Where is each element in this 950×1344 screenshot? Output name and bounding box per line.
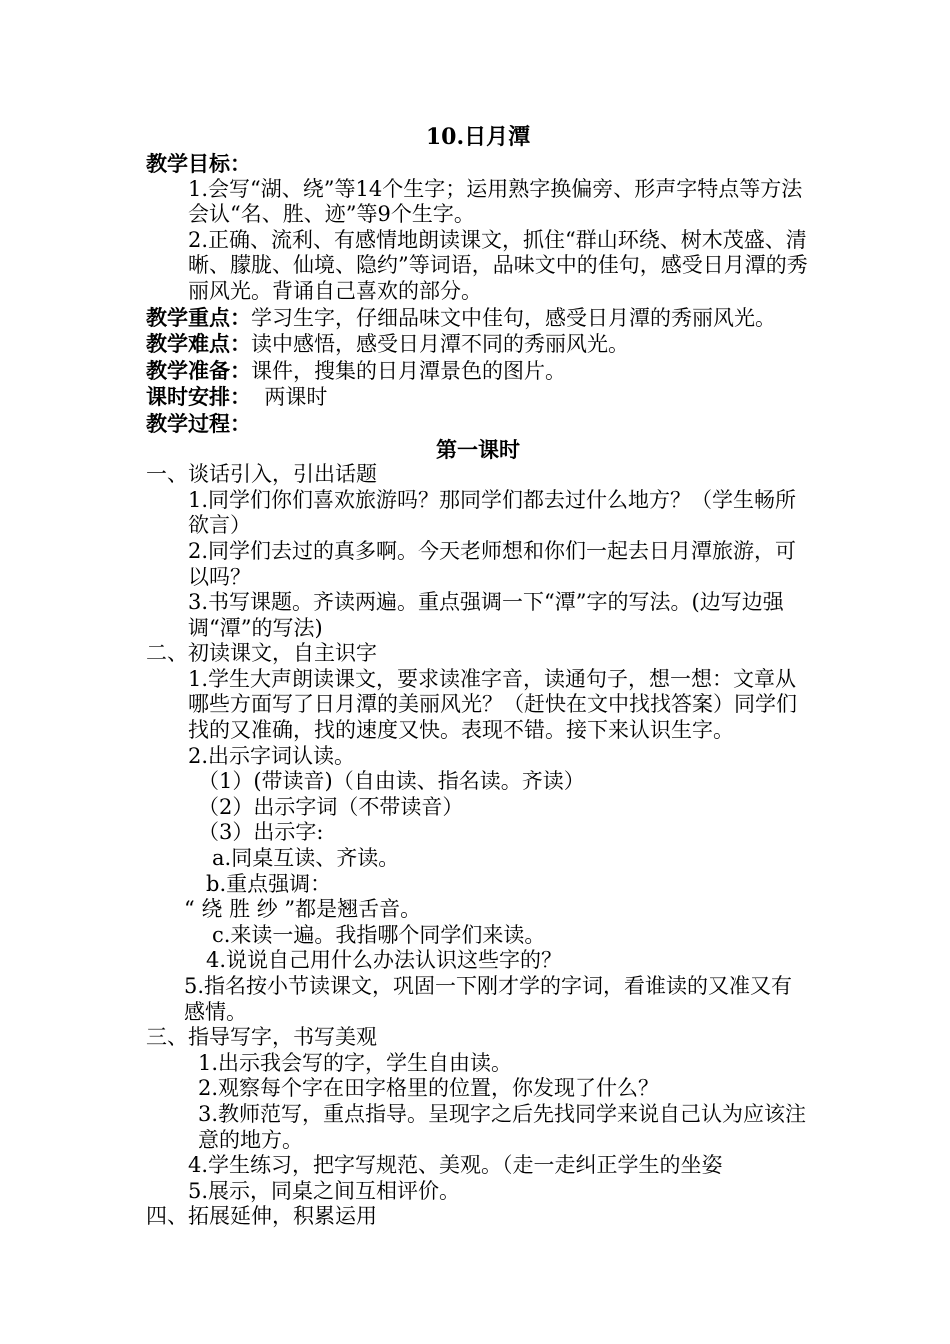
- section-3-item-5: 5.展示，同桌之间互相评价。: [188, 1178, 461, 1203]
- section-2-item-1: 1.学生大声朗读课文，要求读准字音，读通句子，想一想：文章从哪些方面写了日月潭的美丽风光？（赶快在文中找找答案）同学们找的又准确，找的速度又快。表现不错。接下来认识生字。: [188, 666, 797, 743]
- section-2-sub-c: c.来读一遍。我指哪个同学们来读。: [212, 922, 546, 947]
- key-text: 学习生字，仔细品味文中佳句，感受日月潭的秀丽风光。: [251, 305, 776, 330]
- time-text: 两课时: [264, 385, 328, 410]
- section-2-item-2: 2.出示字词认读。: [188, 743, 356, 768]
- time-label: 课时安排：: [146, 384, 251, 410]
- goals-label: 教学目标：: [146, 151, 251, 176]
- lesson-title: 第一课时: [436, 436, 520, 462]
- section-2-sub-3: （3）出示字:: [198, 820, 324, 845]
- prep-text: 课件，搜集的日月潭景色的图片。: [251, 358, 566, 383]
- section-3-item-1: 1.出示我会写的字，学生自由读。: [198, 1050, 513, 1075]
- section-2-sub-a: a.同桌互读、齐读。: [212, 846, 400, 871]
- section-1-item-3: 3.书写课题。齐读两遍。重点强调一下“潭”字的写法。(边写边强调“潭”的写法): [188, 590, 784, 640]
- section-2-sub-b: b.重点强调：: [206, 871, 332, 896]
- section-1-item-1: 1.同学们你们喜欢旅游吗？那同学们都去过什么地方？（学生畅所欲言）: [188, 487, 797, 538]
- section-2-heading: 二、初读课文，自主识字: [146, 641, 377, 666]
- section-3-item-2: 2.观察每个字在田字格里的位置，你发现了什么？: [198, 1076, 660, 1101]
- goal-1: 1.会写“湖、绕”等14个生字；运用熟字换偏旁、形声字特点等方法会认“名、胜、迹”等9个生字。: [188, 176, 803, 227]
- section-1-heading: 一、谈话引入，引出话题: [146, 462, 377, 487]
- section-2-item-5: 5.指名按小节读课文，巩固一下刚才学的字词，看谁读的又准又有感情。: [184, 974, 793, 1024]
- section-2-item-4: 4.说说自己用什么办法认识这些字的？: [206, 948, 563, 973]
- document-title: 10.日月潭: [425, 124, 531, 150]
- section-1-item-2: 2.同学们去过的真多啊。今天老师想和你们一起去日月潭旅游，可以吗？: [188, 538, 797, 589]
- section-3-item-4: 4.学生练习，把字写规范、美观。（走一走纠正学生的坐姿: [188, 1153, 723, 1178]
- prep-label: 教学准备：: [146, 357, 251, 383]
- preparation: [146, 358, 810, 385]
- schedule: [146, 384, 810, 411]
- diff-label: 教学难点：: [146, 331, 251, 357]
- section-2-sub-2: （2）出示字词（不带读音）: [198, 794, 464, 819]
- section-2-quote: “ 绕 胜 纱 ”都是翘舌音。: [184, 897, 422, 922]
- section-3-heading: 三、指导写字，书写美观: [146, 1025, 377, 1050]
- process-label: 教学过程：: [146, 410, 251, 436]
- key-point: [146, 305, 810, 332]
- diff-text: 读中感悟，感受日月潭不同的秀丽风光。: [251, 332, 629, 357]
- difficulty: [146, 331, 810, 358]
- lesson-plan: [146, 124, 810, 1230]
- key-label: 教学重点：: [146, 304, 251, 330]
- section-2-sub-1: （1）(带读音)（自由读、指名读。齐读）: [198, 769, 585, 794]
- goal-2: 2.正确、流利、有感情地朗读课文，抓住“群山环绕、树木茂盛、清晰、朦胧、仙境、隐约”等词语，品味文中的佳句，感受日月潭的秀丽风光。背诵自己喜欢的部分。: [188, 227, 808, 303]
- section-3-item-3: 3.教师范写，重点指导。呈现字之后先找同学来说自己认为应该注意的地方。: [198, 1101, 807, 1152]
- section-4-heading: 四、拓展延伸，积累运用: [146, 1204, 377, 1229]
